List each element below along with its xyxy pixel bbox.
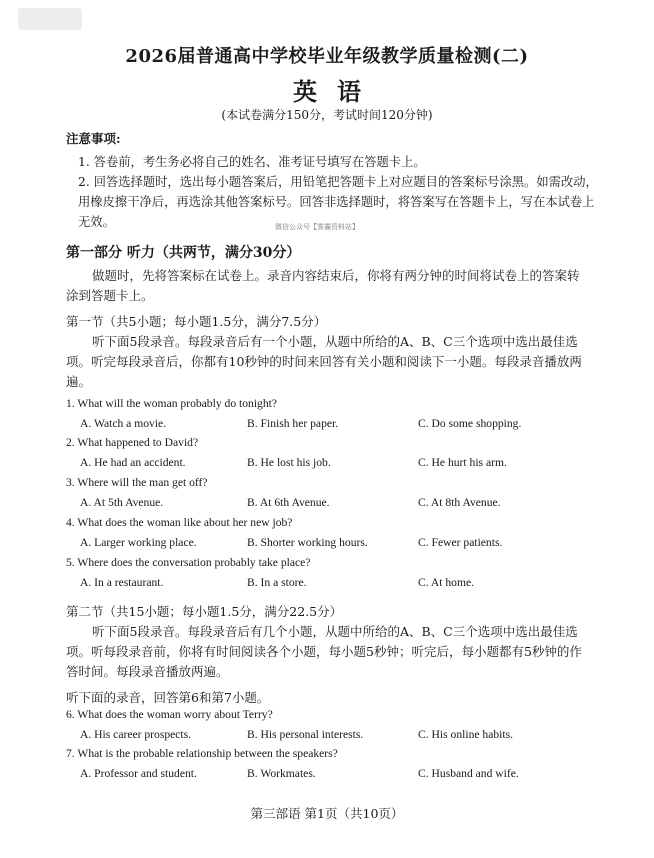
question-2: 2. What happened to David? (66, 436, 199, 449)
exam-title: 2026届普通高中学校毕业年级教学质量检测(二) (125, 46, 529, 67)
question-1: 1. What will the woman probably do tonight? (66, 397, 278, 410)
notice-item: 2. 回答选择题时，选出每小题答案后，用铅笔把答题卡上对应题目的答案标号涂黑。如需改动，用橡皮擦干净后，再选涂其他答案标号。回答非选择题时，将答案写在答题卡上，写在本试卷上无效。 (78, 175, 598, 229)
header-tag (18, 8, 82, 30)
option-a: A. His career prospects. (80, 728, 192, 741)
watermark: 微信公众号【雾霾资料站】 (275, 223, 359, 231)
question-1-options (80, 417, 580, 435)
option-c: C. At home. (418, 576, 475, 589)
subject-title: 英语 (293, 77, 381, 106)
option-c: C. Husband and wife. (418, 767, 519, 780)
section2-title: 第二节（共15小题；每小题1.5分，满分22.5分） (66, 604, 343, 619)
question-6-options (80, 728, 580, 746)
part1-intro: 做题时，先将答案标在试卷上。录音内容结束后，你将有两分钟的时间将试卷上的答案转涂到答题卡上。 (66, 268, 580, 303)
option-a: A. In a restaurant. (80, 576, 164, 589)
option-c: C. He hurt his arm. (418, 456, 507, 469)
notice-heading: 注意事项: (66, 131, 121, 146)
question-6: 6. What does the woman worry about Terry? (66, 708, 273, 721)
question-4: 4. What does the woman like about her new job? (66, 516, 293, 529)
question-4-options (80, 536, 580, 554)
option-a: A. Larger working place. (80, 536, 197, 549)
option-c: C. Do some shopping. (418, 417, 522, 430)
option-b: B. He lost his job. (247, 456, 331, 469)
section2-instructions: 听下面5段录音。每段录音后有几个小题，从题中所给的A、B、C三个选项中选出最佳选项。听每段录音前，你将有时间阅读各个小题，每小题5秒钟；听完后，每小题都有5秒钟的作答时间。每段录音播放两遍。 (66, 624, 582, 679)
option-b: B. In a store. (247, 576, 307, 589)
option-a: A. At 5th Avenue. (80, 496, 164, 509)
option-b: B. His personal interests. (247, 728, 364, 741)
option-a: A. He had an accident. (80, 456, 186, 469)
notice-item: 1. 答卷前，考生务必将自己的姓名、准考证号填写在答题卡上。 (78, 155, 426, 169)
listen-note: 听下面的录音，回答第6和第7小题。 (66, 690, 270, 705)
page-footer: 第三部语 第1页（共10页） (250, 806, 404, 821)
option-c: C. Fewer patients. (418, 536, 503, 549)
question-3: 3. Where will the man get off? (66, 476, 208, 489)
option-c: C. His online habits. (418, 728, 514, 741)
section1-title: 第一节（共5小题；每小题1.5分，满分7.5分） (66, 314, 327, 329)
notice-list (78, 152, 598, 232)
question-7: 7. What is the probable relationship between the speakers? (66, 747, 338, 760)
question-2-options (80, 456, 580, 474)
option-a: A. Professor and student. (80, 767, 197, 780)
option-b: B. Workmates. (247, 767, 316, 780)
question-5-options (80, 576, 580, 594)
question-7-options (80, 767, 580, 785)
option-b: B. Finish her paper. (247, 417, 339, 430)
question-3-options (80, 496, 580, 514)
section1-instructions: 听下面5段录音。每段录音后有一个小题，从题中所给的A、B、C三个选项中选出最佳选项。听完每段录音后，你都有10秒钟的时间来回答有关小题和阅读下一小题。每段录音播放两遍。 (66, 334, 582, 389)
option-c: C. At 8th Avenue. (418, 496, 501, 509)
option-b: B. At 6th Avenue. (247, 496, 330, 509)
exam-info: (本试卷满分150分，考试时间120分钟) (221, 108, 433, 122)
part1-title: 第一部分 听力（共两节，满分30分） (66, 245, 301, 261)
option-a: A. Watch a movie. (80, 417, 167, 430)
question-5: 5. Where does the conversation probably take place? (66, 556, 311, 569)
option-b: B. Shorter working hours. (247, 536, 368, 549)
